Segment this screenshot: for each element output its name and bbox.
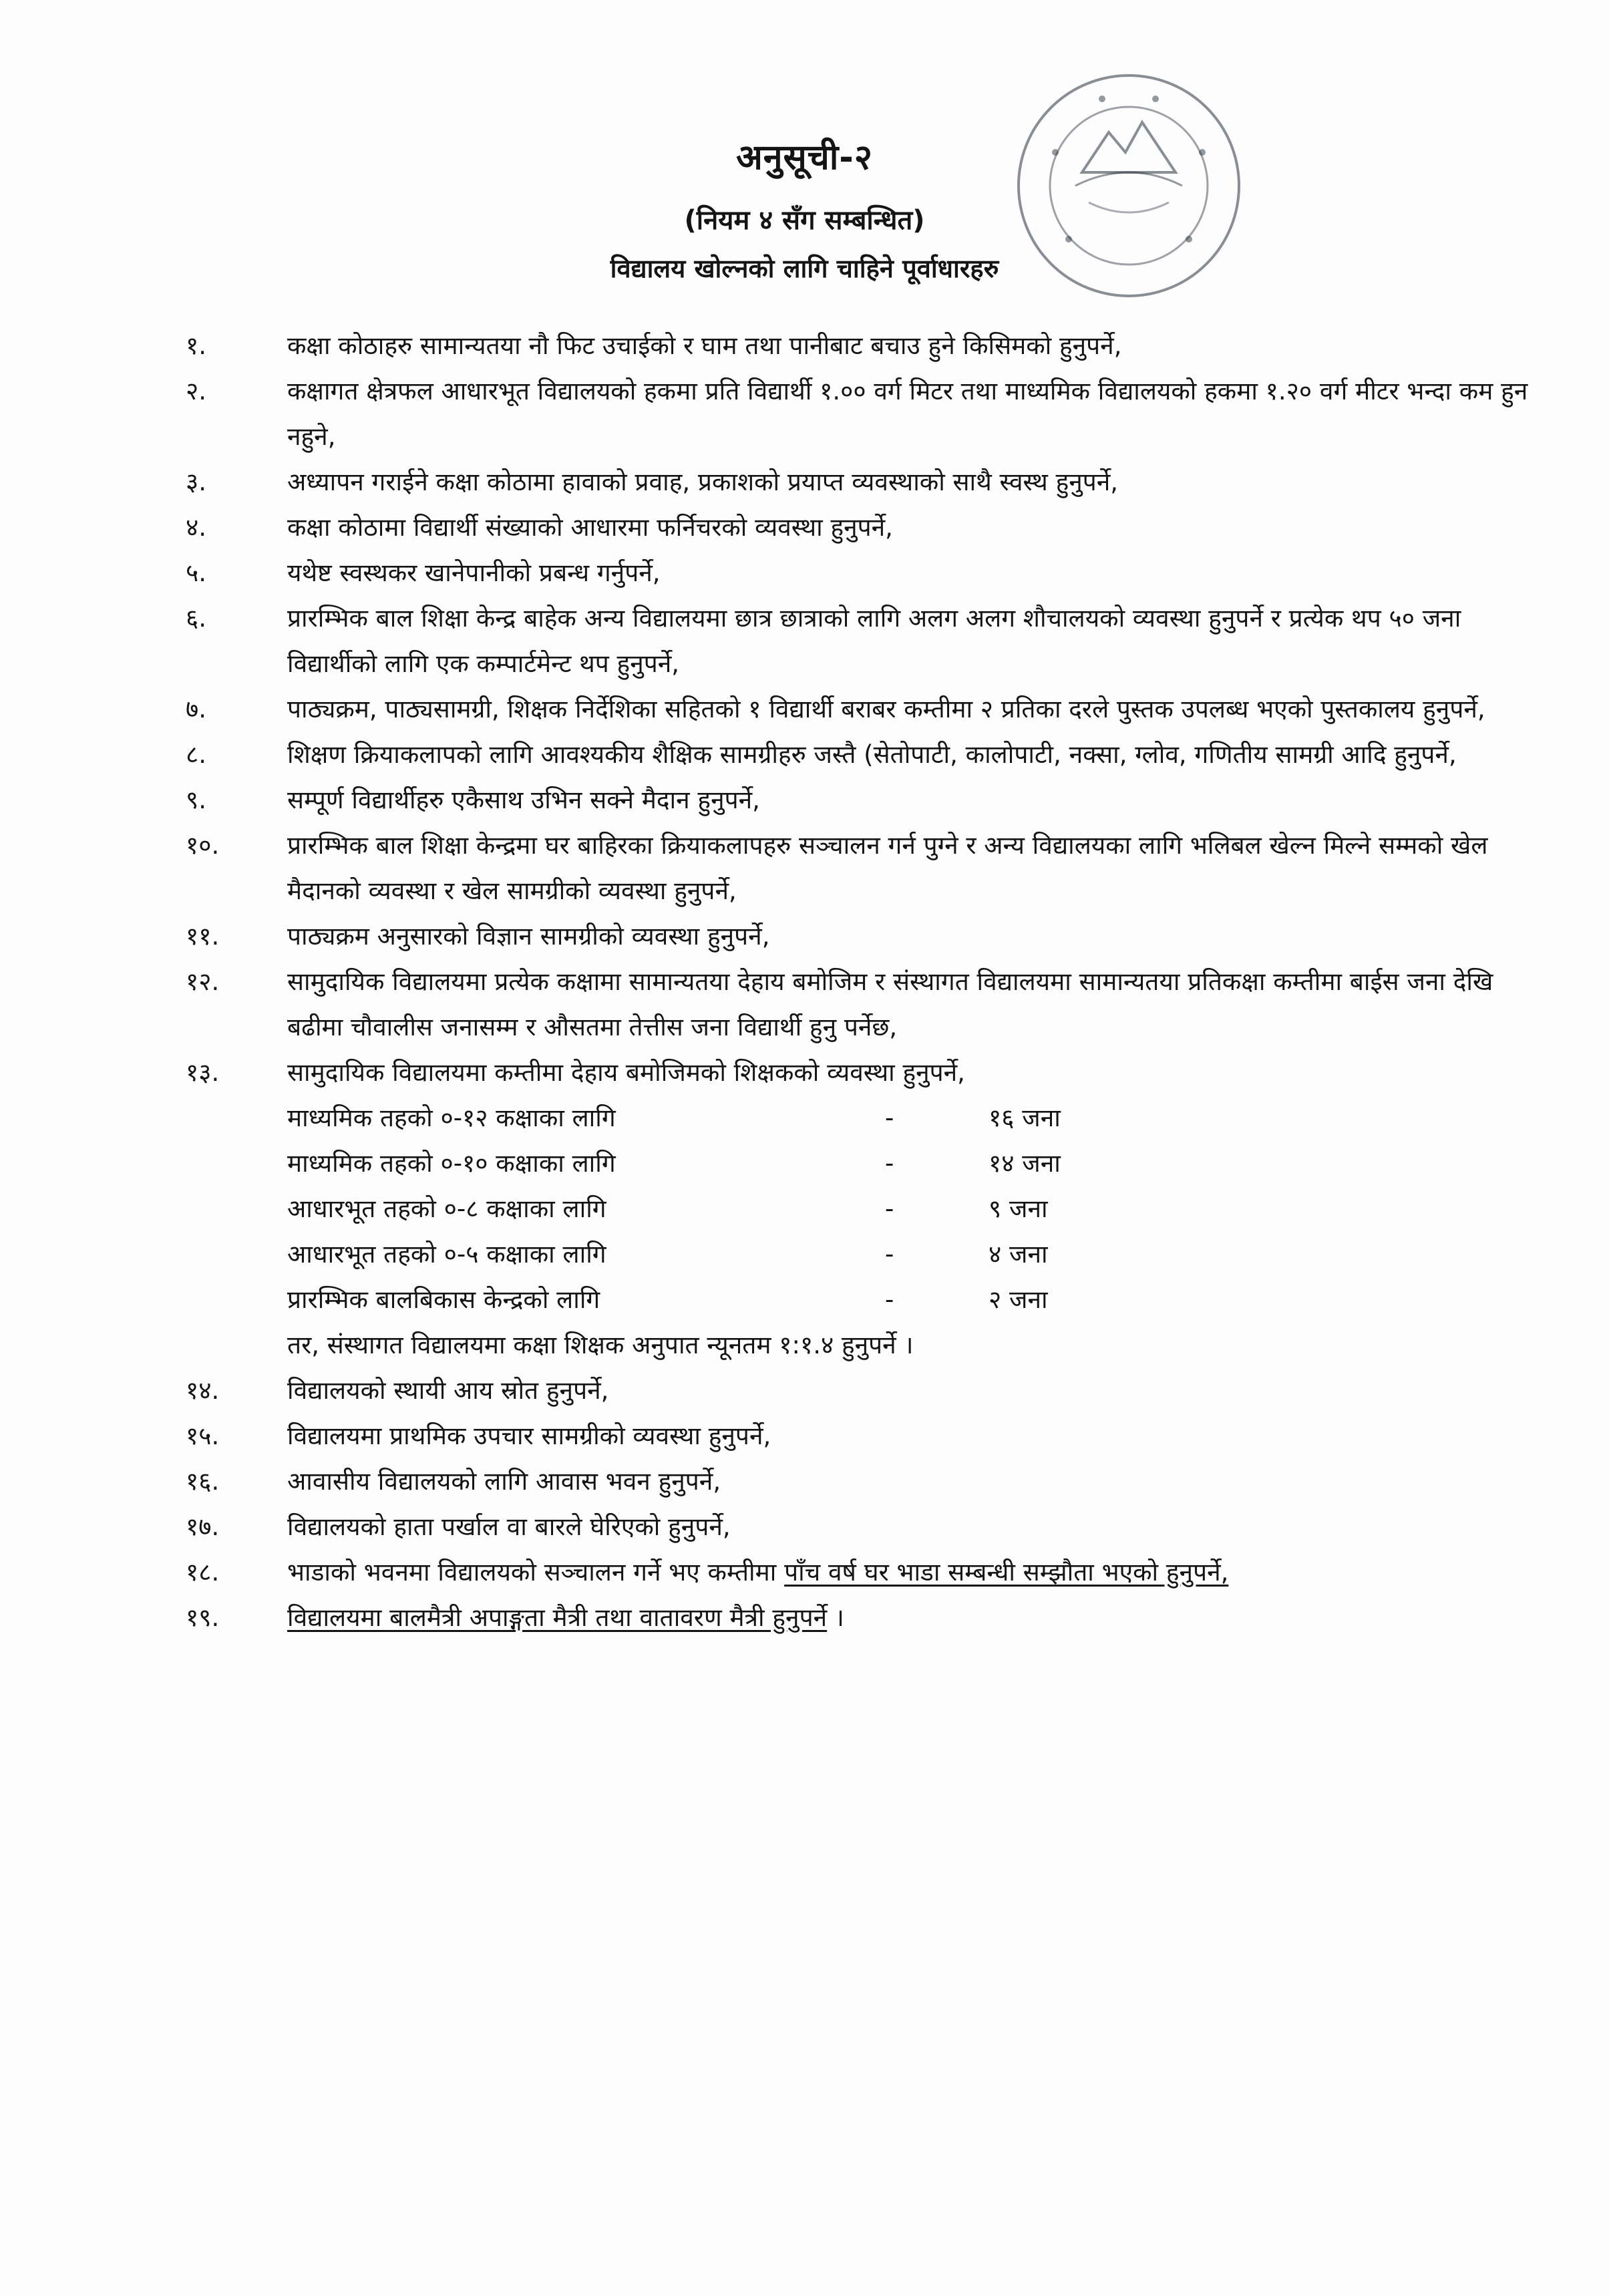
item-text: आवासीय विद्यालयको लागि आवास भवन हुनुपर्ने,: [287, 1467, 721, 1496]
list-item: [0, 460, 1609, 505]
item-text: सामुदायिक विद्यालयमा प्रत्येक कक्षामा सामान्यतया देहाय बमोजिम र संस्थागत विद्यालयमा सामान्यतया प्रतिकक्षा कम्तीमा बाईस जना देखि बढीमा चौवालीस जनासम्म र औसतमा तेत्तीस जना विद्यार्थी हुनु पर्नेछ,: [287, 967, 1493, 1041]
item-text: पाठ्यक्रम, पाठ्यसामग्री, शिक्षक निर्देशिका सहितको १ विद्यार्थी बराबर कम्तीमा २ प्रतिका दरले पुस्तक उपलब्ध भएको पुस्तकालय हुनुपर्ने,: [287, 695, 1485, 723]
item-number: १.: [186, 331, 207, 360]
item-number: १९.: [186, 1603, 220, 1632]
item-text: शिक्षण क्रियाकलापको लागि आवश्यकीय शैक्षिक सामग्रीहरु जस्तै (सेतोपाटी, कालोपाटी, नक्सा, ग्लोव, गणितीय सामग्री आदि हुनुपर्ने,: [287, 740, 1457, 769]
list-item: [0, 823, 1609, 914]
list-item: [0, 323, 1609, 369]
item-number: १४.: [186, 1376, 220, 1405]
item-text: विद्यालयमा प्राथमिक उपचार सामग्रीको व्यवस्था हुनुपर्ने,: [287, 1422, 771, 1450]
list-item: [0, 505, 1609, 550]
list-item: [0, 1459, 1609, 1504]
item-text-underlined: पाँच वर्ष घर भाडा सम्बन्धी सम्झौता भएको हुनुपर्ने,: [784, 1558, 1229, 1587]
staffing-row: [0, 1277, 1609, 1323]
list-item: [0, 778, 1609, 823]
item-number: १५.: [186, 1422, 220, 1450]
staffing-ratio-note: तर, संस्थागत विद्यालयमा कक्षा शिक्षक अनुपात न्यूनतम १:१.४ हुनुपर्ने ।: [287, 1331, 914, 1359]
item-text: पाठ्यक्रम अनुसारको विज्ञान सामग्रीको व्यवस्था हुनुपर्ने,: [287, 922, 770, 951]
item-text: [287, 1550, 1530, 1595]
list-item: [0, 914, 1609, 959]
item-number: ४.: [186, 513, 207, 542]
staffing-count: १४ जना: [989, 1149, 1061, 1178]
list-item: [0, 1595, 1609, 1641]
staffing-row: [0, 1141, 1609, 1186]
page-subtitle: (नियम ४ सँग सम्बन्धित): [684, 205, 925, 236]
list-item: [0, 596, 1609, 687]
item-text: कक्षा कोठाहरु सामान्यतया नौ फिट उचाईको र घाम तथा पानीबाट बचाउ हुने किसिमको हुनुपर्ने,: [287, 331, 1122, 360]
teacher-staffing-table: [0, 1096, 1609, 1368]
item-text: अध्यापन गराईने कक्षा कोठामा हावाको प्रवाह, प्रकाशको प्रयाप्त व्यवस्थाको साथै स्वस्थ हुनुपर्ने,: [287, 468, 1119, 496]
staffing-dash: -: [885, 1149, 894, 1178]
staffing-row: [0, 1096, 1609, 1141]
list-item: [0, 1550, 1609, 1595]
item-text-plain: भाडाको भवनमा विद्यालयको सञ्चालन गर्ने भए कम्तीमा: [287, 1558, 785, 1587]
item-number: ६.: [186, 604, 207, 633]
item-text: [287, 1595, 1530, 1641]
list-item: [0, 687, 1609, 732]
list-item: [0, 1504, 1609, 1550]
item-number: १८.: [186, 1558, 220, 1587]
list-item: [0, 732, 1609, 778]
requirements-list: [0, 323, 1609, 1641]
staffing-row: [0, 1232, 1609, 1277]
item-text: प्रारम्भिक बाल शिक्षा केन्द्र बाहेक अन्य विद्यालयमा छात्र छात्राको लागि अलग अलग शौचालयको व्यवस्था हुनुपर्ने र प्रत्येक थप ५० जना विद्यार्थीको लागि एक कम्पार्टमेन्ट थप हुनुपर्ने,: [287, 604, 1461, 678]
staffing-dash: -: [885, 1104, 894, 1132]
item-number: २.: [186, 377, 207, 405]
staffing-count: ९ जना: [989, 1194, 1048, 1223]
list-item: [0, 1414, 1609, 1459]
staffing-level: माध्यमिक तहको ०-१२ कक्षाका लागि: [287, 1104, 616, 1132]
staffing-level: आधारभूत तहको ०-५ कक्षाका लागि: [287, 1240, 606, 1269]
item-text: प्रारम्भिक बाल शिक्षा केन्द्रमा घर बाहिरका क्रियाकलापहरु सञ्चालन गर्न पुग्ने र अन्य विद्यालयका लागि भलिबल खेल्न मिल्ने सम्मको खेल मैदानको व्यवस्था र खेल सामग्रीको व्यवस्था हुनुपर्ने,: [287, 831, 1488, 905]
item-number: ८.: [186, 740, 207, 769]
page-title: अनुसूची-२: [736, 138, 873, 178]
staffing-dash: -: [885, 1285, 894, 1314]
item-number: ७.: [186, 695, 207, 723]
item-text: यथेष्ट स्वस्थकर खानेपानीको प्रबन्ध गर्नुपर्ने,: [287, 558, 661, 587]
item-number: १७.: [186, 1512, 220, 1541]
item-text: कक्षागत क्षेत्रफल आधारभूत विद्यालयको हकमा प्रति विद्यार्थी १.०० वर्ग मिटर तथा माध्यमिक विद्यालयको हकमा १.२० वर्ग मीटर भन्दा कम हुन नहुने,: [287, 377, 1528, 451]
list-item: [0, 1368, 1609, 1414]
item-text: सामुदायिक विद्यालयमा कम्तीमा देहाय बमोजिमको शिक्षकको व्यवस्था हुनुपर्ने,: [287, 1058, 965, 1087]
item-number: ९.: [186, 786, 207, 814]
item-number: ५.: [186, 558, 207, 587]
item-number: ३.: [186, 468, 207, 496]
staffing-dash: -: [885, 1194, 894, 1223]
staffing-level: प्रारम्भिक बालबिकास केन्द्रको लागि: [287, 1285, 600, 1314]
staffing-dash: -: [885, 1240, 894, 1269]
list-item: [0, 1050, 1609, 1096]
section-heading: विद्यालय खोल्नको लागि चाहिने पूर्वाधारहरु: [610, 254, 999, 283]
staffing-level: आधारभूत तहको ०-८ कक्षाका लागि: [287, 1194, 606, 1223]
item-text: कक्षा कोठामा विद्यार्थी संख्याको आधारमा फर्निचरको व्यवस्था हुनुपर्ने,: [287, 513, 893, 542]
item-text: सम्पूर्ण विद्यार्थीहरु एकैसाथ उभिन सक्ने मैदान हुनुपर्ने,: [287, 786, 760, 814]
item-number: १६.: [186, 1467, 220, 1496]
item-text-underlined: विद्यालयमा बालमैत्री अपाङ्गता मैत्री तथा वातावरण मैत्री हुनुपर्ने: [287, 1603, 828, 1632]
list-item: [0, 369, 1609, 460]
item-text: विद्यालयको स्थायी आय स्रोत हुनुपर्ने,: [287, 1376, 609, 1405]
item-number: १२.: [186, 967, 220, 996]
item-text: विद्यालयको हाता पर्खाल वा बारले घेरिएको हुनुपर्ने,: [287, 1512, 731, 1541]
item-number: १०.: [186, 831, 220, 860]
item-number: १३.: [186, 1058, 220, 1087]
item-number: ११.: [186, 922, 220, 951]
staffing-count: २ जना: [989, 1285, 1048, 1314]
item-text-plain: ।: [827, 1603, 844, 1632]
list-item: [0, 550, 1609, 596]
staffing-row: [0, 1186, 1609, 1232]
staffing-level: माध्यमिक तहको ०-१० कक्षाका लागि: [287, 1149, 616, 1178]
list-item: [0, 959, 1609, 1050]
staffing-count: ४ जना: [989, 1240, 1048, 1269]
staffing-count: १६ जना: [989, 1104, 1061, 1132]
